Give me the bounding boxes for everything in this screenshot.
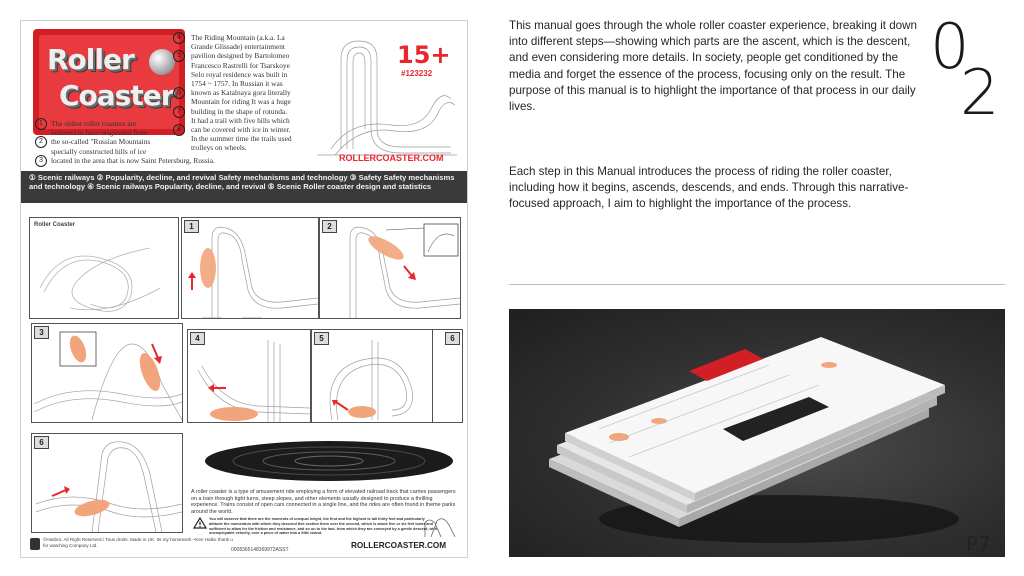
step-panel-6-edge [433, 329, 463, 423]
step-panel-4 [187, 329, 311, 423]
mini-logo: Roller Coaster [34, 222, 76, 228]
warning-icon [193, 517, 207, 529]
manual-page [20, 20, 468, 558]
history-line: Selo royal residence was built in [191, 69, 288, 79]
page-label: P7 [966, 532, 991, 556]
step-number: 1 [184, 220, 199, 233]
history-line: In the summer time the trails used [191, 134, 292, 144]
step-number: 6 [34, 436, 49, 449]
history-number: 7 [173, 106, 185, 118]
intro-number: 2 [35, 136, 47, 148]
step-number: 3 [34, 326, 49, 339]
chapter-strip-text: ① Scenic railways ② Popularity, decline, and revival Safety mechanisms and technology ③ Safety Safety mechanisms and technology ④ Scenic railways Popularity, decline, and revival ⑤ Scenic Roller coaster design and statistics [29, 173, 455, 192]
history-line: pavilion designed by Bartolomeo [191, 51, 290, 61]
divider [509, 284, 1005, 285]
mini-logo-graphic [423, 515, 463, 539]
step-panel-2 [319, 217, 461, 319]
step-panel-5 [311, 329, 433, 423]
intro-line: believed to have originated from [51, 128, 148, 138]
step-panel-3 [31, 323, 183, 423]
step-number: 2 [322, 220, 337, 233]
water-ripple-illustration [201, 439, 457, 487]
history-number: 4 [173, 32, 185, 44]
logo-word-2: Coaster [59, 79, 174, 112]
website-footer: ROLLERCOASTER.COM [351, 541, 447, 550]
history-line: trolleys on wheels. [191, 143, 247, 153]
barcode-number: 0008365148369972ASST [231, 547, 289, 553]
manual-mockup-photo [509, 309, 1005, 557]
website-label: ROLLERCOASTER.COM [339, 153, 444, 163]
history-line: Francesco Rastrelli for Tsarskoye [191, 60, 290, 70]
step-number: 6 [445, 332, 460, 345]
peak-illustration [320, 218, 461, 319]
step-panel-6 [31, 433, 183, 533]
intro-line: located in the area that is now Saint Petersburg, Russia. [51, 155, 215, 165]
ascent-illustration [182, 218, 319, 319]
descent-illustration [32, 324, 183, 423]
intro-line: the so-called "Russian Mountains [51, 137, 151, 147]
logo-ball-icon [149, 49, 175, 75]
bottom-illustration [188, 330, 311, 423]
step-panel-1 [181, 217, 319, 319]
product-code: #123232 [401, 69, 433, 78]
track-overview-illustration [30, 228, 179, 318]
age-rating: 15+ [397, 41, 451, 69]
description-text: A roller coaster is a type of amusement ride employing a form of elevated railroad track that carries passengers on a train through tight turns, steep slopes, and other elements usually designed to produce a thrilling experience. Trains consist of open cars connected in a single line, and the rides are often found in theme parks around the world. [191, 489, 456, 515]
history-number: 5 [173, 50, 185, 62]
process-paragraph: Each step in this Manual introduces the process of riding the roller coaster, including how it begins, ascends, descends, and ends. Through this narrative-focused approach, I aim to highlight the importance of the process. [509, 165, 909, 211]
section-number [930, 10, 1010, 129]
chapter-strip [21, 171, 468, 203]
ending-illustration [32, 434, 183, 533]
intro-line: The oldest roller coasters are [51, 119, 137, 128]
history-number: 6 [173, 87, 185, 99]
history-line: Mountain for riding It was a huge [191, 97, 291, 107]
warning-text: You will observe that there are the moments of unequal height, the first and the highest is tall thirty feet and particularly attitude the momentum with which they descend this section them over the second, which is about five or six feet lower and sufficient to allow for the friction and resistance, and so on to the last, from which they are conveyed by a gentle descent, with unemployable velocity, over a piece of water into a little island. [209, 517, 438, 536]
intro-line: specially constructed hills of ice [51, 146, 147, 156]
step-number: 4 [190, 332, 205, 345]
history-line: The Riding Mountain (a.k.a. La [191, 33, 285, 42]
section-number-digit-1: 0 [930, 10, 970, 83]
copyright-text: ©Hasbro. All Right Reserved./ Tous droits. Made in UK. Its my homework ~Ken Halko thank u for watching Company Ltd. [43, 537, 233, 548]
section-number-digit-2: 2 [960, 56, 1000, 129]
history-line: known as Katalnaya gora literally [191, 88, 291, 98]
history-line: can be covered with ice in winter. [191, 125, 291, 134]
intro-number: 3 [35, 155, 47, 167]
history-number: 8 [173, 124, 185, 136]
intro-paragraph: This manual goes through the whole roller coaster experience, breaking it down into different steps—showing which parts are the ascent, which is the descent, and even considering more details. In society, people get conditioned by the media and forget the essence of the process, focusing only on the result. The purpose of this manual is to highlight the importance of that process in our daily lives. [509, 19, 917, 114]
stacked-manual-render [509, 309, 1005, 557]
history-line: Grande Glissade) entertainment [191, 42, 285, 52]
overview-panel [29, 217, 179, 319]
history-line: 1754 ~ 1757. In Russian it was [191, 79, 283, 88]
history-line: It had a trail with five hills which [191, 115, 290, 125]
step-number: 5 [314, 332, 329, 345]
logo-word-1: Roller [47, 43, 134, 76]
history-line: building in the shape of rotunda. [191, 106, 288, 116]
intro-number: 1 [35, 118, 47, 130]
loop-illustration [312, 330, 433, 423]
hasbro-logo-icon [29, 537, 41, 551]
